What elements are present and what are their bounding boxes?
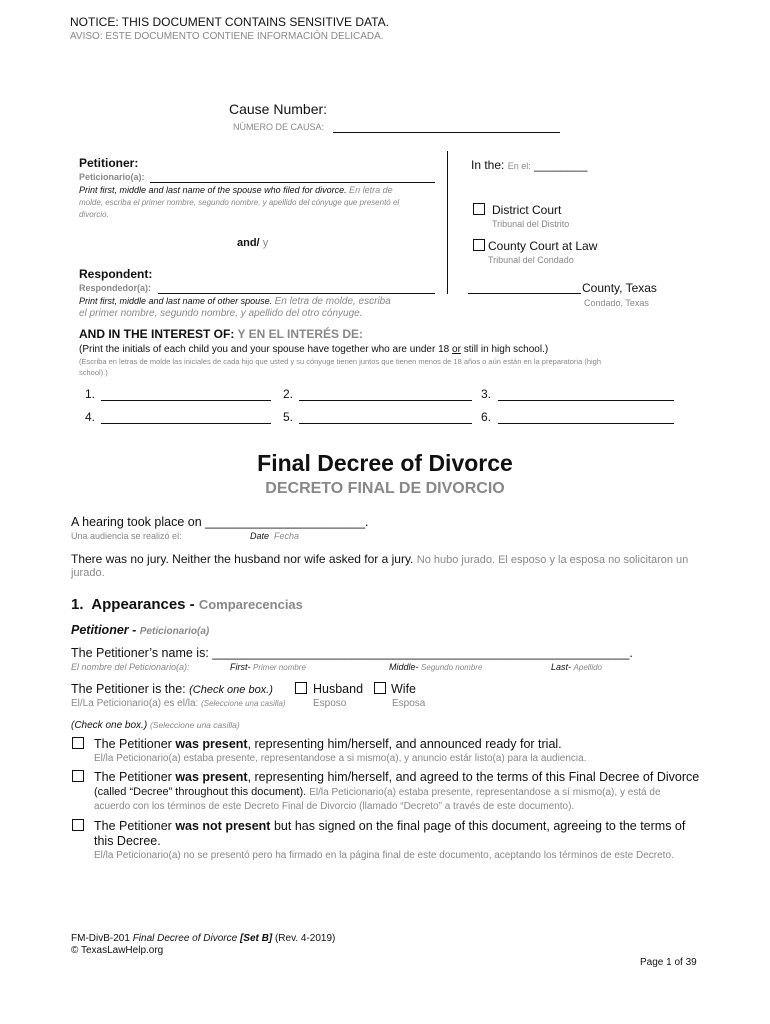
jury-statement-es-2: jurado. xyxy=(71,567,105,579)
caption-divider xyxy=(447,151,448,294)
child-num-6: 6. xyxy=(481,410,492,424)
document-title-es: DECRETO FINAL DE DIVORCIO xyxy=(265,480,505,497)
option-not-present-checkbox[interactable] xyxy=(72,819,84,831)
county-name-field[interactable] xyxy=(468,293,581,294)
respondent-name-field[interactable] xyxy=(158,293,435,294)
child-initials-field-3[interactable] xyxy=(498,400,674,401)
esposo-label: Esposo xyxy=(313,698,347,709)
county-court-checkbox[interactable] xyxy=(473,239,485,251)
middle-name-label: Middle- Segundo nombre xyxy=(389,662,483,672)
petitioner-instructions: Print first, middle and last name of the spouse who filed for divorce. En letra de xyxy=(79,185,393,195)
county-court-label: County Court at Law xyxy=(488,239,598,253)
jury-statement: There was no jury. Neither the husband nor wife asked for a jury. No hubo jurado. El esposo y la esposa no solicitaron un xyxy=(71,552,689,566)
district-court-label: District Court xyxy=(492,203,562,217)
interest-instructions-es-2: school).) xyxy=(79,368,108,377)
child-initials-field-4[interactable] xyxy=(101,423,271,424)
interest-instructions-es-1: (Escriba en letras de molde las iniciales de cada hijo que usted y su cónyuge tienen juntos que tienen menos de 18 años o aún están en la preparatoria (high xyxy=(79,357,602,366)
cause-number-label-es: NÚMERO DE CAUSA: xyxy=(233,122,325,132)
child-num-2: 2. xyxy=(283,387,294,401)
county-texas-label-es: Condado, Texas xyxy=(584,298,649,308)
petitioner-name-statement-es: El nombre del Peticionario(a): xyxy=(71,662,190,672)
and-connector: and/ y xyxy=(237,237,269,249)
child-num-3: 3. xyxy=(481,387,492,401)
check-one-note: (Check one box.) (Seleccione una casilla) xyxy=(71,720,240,731)
interest-title: AND IN THE INTEREST OF: Y EN EL INTERÉS DE: xyxy=(79,327,364,341)
option-present-agreed-text: The Petitioner was present, representing him/herself, and agreed to the terms of this Final Decree of Divorce xyxy=(94,770,700,784)
footer-copyright: © TexasLawHelp.org xyxy=(71,945,164,956)
respondent-label: Respondent: xyxy=(79,267,153,281)
child-initials-field-6[interactable] xyxy=(498,423,674,424)
option-not-present-text: The Petitioner was not present but has signed on the final page of this document, agreeing to the terms of xyxy=(94,819,686,833)
district-court-checkbox[interactable] xyxy=(473,203,485,215)
district-court-label-es: Tribunal del Distrito xyxy=(492,219,570,229)
respondent-instructions-es-2: el primer nombre, segundo nombre, y apellido del otro cónyuge. xyxy=(79,308,363,319)
husband-checkbox[interactable] xyxy=(295,682,307,694)
child-num-4: 4. xyxy=(85,410,96,424)
petitioner-instructions-es-2: molde, escriba el primer nombre, segundo nombre, y apellido del cónyuge que presentó el xyxy=(79,198,400,207)
page-number: Page 1 of 39 xyxy=(640,957,697,968)
footer-form-id: FM-DivB-201 Final Decree of Divorce [Set B] (Rev. 4-2019) xyxy=(71,933,336,944)
child-initials-field-1[interactable] xyxy=(101,400,271,401)
petitioner-name-field[interactable] xyxy=(150,182,435,183)
petitioner-label-es: Peticionario(a): xyxy=(79,172,145,182)
option-present-ready-checkbox[interactable] xyxy=(72,737,84,749)
option-not-present-text-2: this Decree. xyxy=(94,834,161,848)
hearing-date-label: Date Fecha xyxy=(250,531,300,541)
last-name-label: Last- Apellido xyxy=(551,662,602,672)
child-num-5: 5. xyxy=(283,410,294,424)
wife-checkbox[interactable] xyxy=(374,682,386,694)
respondent-instructions: Print first, middle and last name of other spouse. En letra de molde, escriba xyxy=(79,296,391,307)
option-present-agreed-checkbox[interactable] xyxy=(72,770,84,782)
county-court-label-es: Tribunal del Condado xyxy=(488,255,574,265)
child-initials-field-5[interactable] xyxy=(299,423,472,424)
option-present-ready-text-es: El/la Peticionario(a) estaba presente, representandose a si mismo(a), y anuncio estár listo(a) para la audiencia. xyxy=(94,753,587,764)
option-not-present-text-es: El/la Peticionario(a) no se presentó pero ha firmado en la página final de este documento, aceptando los términos de este Decreto. xyxy=(94,850,674,861)
wife-label: Wife xyxy=(391,682,416,696)
option-present-agreed-text-es-2: acuerdo con los términos de este Decreto Final de Divorcio (llamado “Decreto” a través de este documento). xyxy=(94,801,575,812)
document-title: Final Decree of Divorce xyxy=(257,450,513,476)
first-name-label: First- Primer nombre xyxy=(230,662,306,672)
petitioner-instructions-es-3: divorcio. xyxy=(79,210,109,219)
hearing-statement-es: Una audiencia se realizó el: xyxy=(71,531,182,541)
section-appearances-heading: 1. Appearances - Comparecencias xyxy=(71,596,303,613)
petitioner-is-the-es: El/La Peticionario(a) es el/la: (Seleccione una casilla) xyxy=(71,698,286,709)
petitioner-label: Petitioner: xyxy=(79,156,139,170)
county-texas-label: County, Texas xyxy=(582,281,657,295)
notice-es: AVISO: ESTE DOCUMENTO CONTIENE INFORMACIÓN DELICADA. xyxy=(70,31,384,42)
cause-number-field[interactable] xyxy=(333,132,560,133)
in-the-label: In the: En el: ________ xyxy=(471,158,588,172)
interest-instructions: (Print the initials of each child you and your spouse have together who are under 18 or still in high school.) xyxy=(79,344,549,355)
hearing-statement: A hearing took place on _______________________. xyxy=(71,515,369,529)
child-num-1: 1. xyxy=(85,387,96,401)
option-present-ready-text: The Petitioner was present, representing him/herself, and announced ready for trial. xyxy=(94,737,562,751)
cause-number-label: Cause Number: xyxy=(229,101,328,117)
petitioner-is-the: The Petitioner is the: (Check one box.) xyxy=(71,682,273,696)
option-present-agreed-text-2: (called “Decree” throughout this document). El/la Peticionario(a) estaba presente, representandose a sí mismo(a), y está de xyxy=(94,786,661,798)
notice-en: NOTICE: THIS DOCUMENT CONTAINS SENSITIVE DATA. xyxy=(70,15,389,29)
esposa-label: Esposa xyxy=(392,698,426,709)
respondent-label-es: Respondedor(a): xyxy=(79,283,151,293)
child-initials-field-2[interactable] xyxy=(299,400,472,401)
petitioner-subheading: Petitioner - Peticionario(a) xyxy=(71,623,210,637)
petitioner-name-statement: The Petitioner’s name is: ____________________________________________________________. xyxy=(71,646,633,660)
husband-label: Husband xyxy=(313,682,364,696)
